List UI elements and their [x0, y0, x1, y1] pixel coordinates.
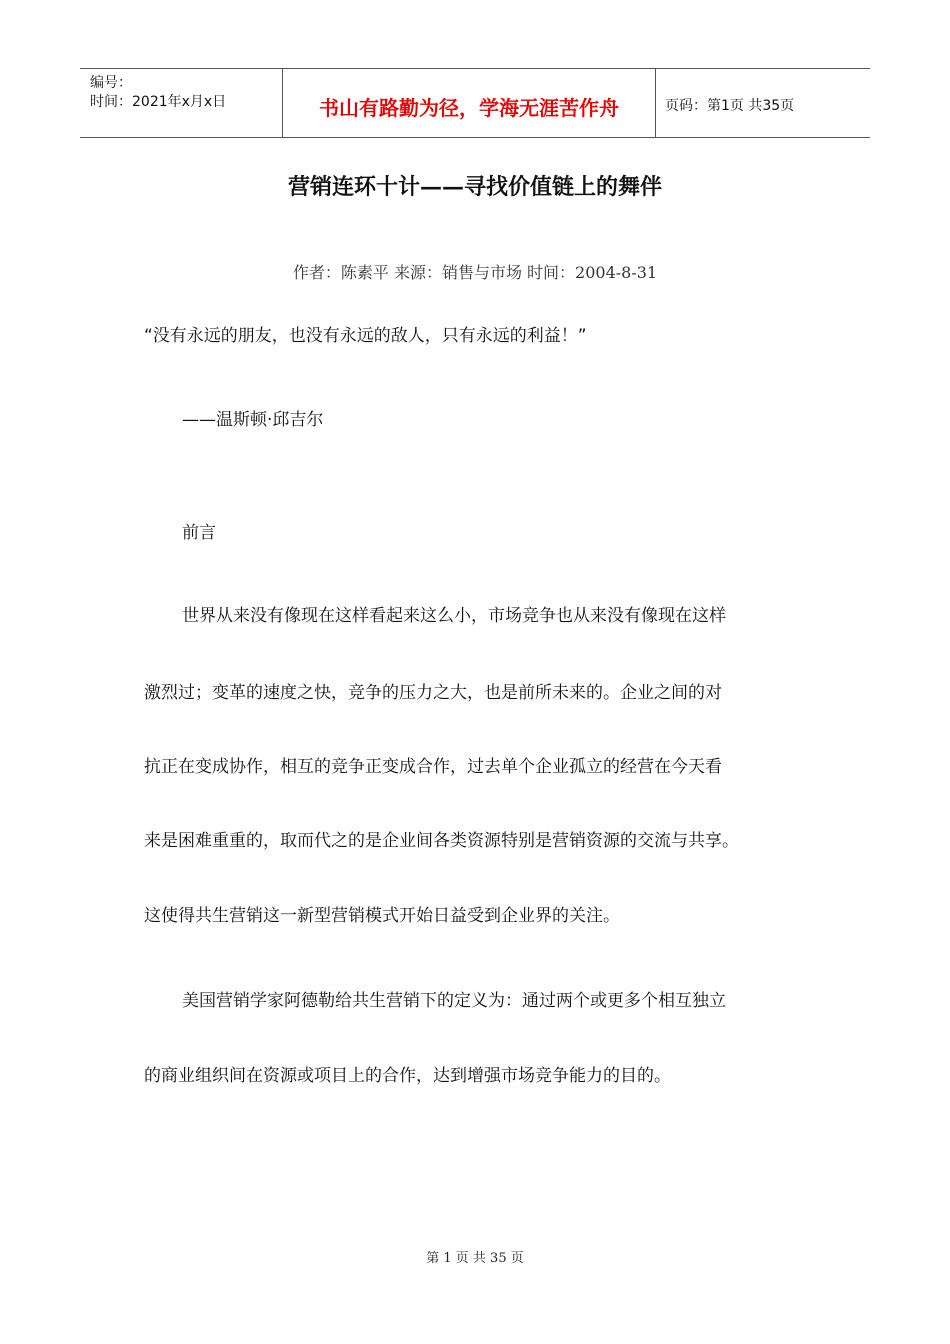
document-number-label: 编号：: [90, 75, 132, 91]
header-page-info: 页码：第1页 共35页: [665, 98, 795, 114]
section-heading: 前言: [182, 523, 216, 543]
page-footer: 第 1 页 共 35 页: [426, 1251, 524, 1266]
paragraph-line: 抗正在变成协作，相互的竞争正变成合作，过去单个企业孤立的经营在今天看: [144, 757, 722, 777]
document-date-label: 时间：2021年x月x日: [90, 94, 227, 110]
document-header-table: [80, 68, 870, 138]
header-motto: 书山有路勤为径，学海无涯苦作舟: [319, 96, 619, 120]
opening-quote: “没有永远的朋友，也没有永远的敌人，只有永远的利益！”: [144, 326, 587, 346]
quote-attribution: ——温斯顿·邱吉尔: [182, 410, 324, 430]
paragraph-line: 这使得共生营销这一新型营销模式开始日益受到企业界的关注。: [144, 906, 620, 926]
paragraph-line: 来是困难重重的，取而代之的是企业间各类资源特别是营销资源的交流与共享。: [144, 831, 739, 851]
header-motto-cell: [282, 69, 656, 137]
article-title: 营销连环十计——寻找价值链上的舞伴: [287, 174, 662, 200]
paragraph-line: 的商业组织间在资源或项目上的合作，达到增强市场竞争能力的目的。: [144, 1066, 671, 1086]
paragraph-line: 激烈过；变革的速度之快，竞争的压力之大，也是前所未来的。企业之间的对: [144, 683, 722, 703]
article-byline: 作者：陈素平 来源：销售与市场 时间：2004-8-31: [292, 263, 658, 282]
header-meta-cell: [80, 69, 282, 137]
paragraph-line: 美国营销学家阿德勒给共生营销下的定义为：通过两个或更多个相互独立: [182, 991, 726, 1011]
paragraph-line: 世界从来没有像现在这样看起来这么小，市场竞争也从来没有像现在这样: [182, 606, 726, 626]
header-page-cell: [655, 69, 870, 137]
